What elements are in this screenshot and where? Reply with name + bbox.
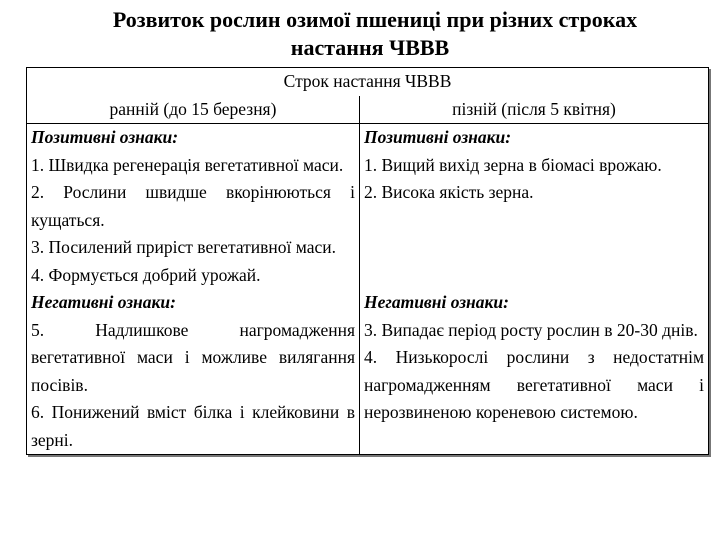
col2-positive-label: Позитивні ознаки:: [364, 127, 512, 147]
list-item: 3. Випадає період росту рослин в 20-30 днів.: [364, 319, 698, 340]
col1-header: ранній (до 15 березня): [27, 96, 360, 124]
negative-row: [27, 289, 709, 455]
table-header: Строк настання ЧВВВ: [27, 68, 709, 96]
list-item: 5. Надлишкове нагромадження вегетативної маси і можливе вилягання посівів.: [31, 319, 355, 395]
col2-header: пізній (після 5 квітня): [360, 96, 709, 124]
table-header-row: [27, 68, 709, 96]
list-item: 1. Вищий вихід зерна в біомасі врожаю.: [364, 154, 662, 175]
list-item: 4. Формується добрий урожай.: [31, 264, 261, 285]
title-line-1: Розвиток рослин озимої пшениці при різних строках: [112, 7, 638, 32]
positive-row: [27, 124, 709, 290]
col1-negative-cell: [27, 289, 360, 455]
list-item: 2. Рослини швидше вкорінюються і кущаться.: [31, 182, 355, 230]
col2-negative-cell: [360, 289, 709, 455]
col2-positive-cell: [360, 124, 709, 290]
page-title: [0, 6, 720, 62]
title-line-2: настання ЧВВВ: [290, 35, 450, 60]
list-item: 4. Низькорослі рослини з недостатнім нагромадженням вегетативної маси і нерозвиненою кореневою системою.: [364, 347, 705, 422]
comparison-table: [26, 67, 709, 455]
col1-negative-label: Негативні ознаки:: [31, 292, 176, 312]
col1-positive-cell: [27, 124, 360, 290]
column-header-row: [27, 96, 709, 124]
col1-positive-label: Позитивні ознаки:: [31, 127, 179, 147]
list-item: 2. Висока якість зерна.: [364, 182, 534, 202]
list-item: 1. Швидка регенерація вегетативної маси.: [31, 154, 344, 175]
col2-negative-label: Негативні ознаки:: [364, 292, 509, 312]
list-item: 3. Посилений приріст вегетативної маси.: [31, 237, 336, 257]
list-item: 6. Понижений вміст білка і клейковини в зерні.: [31, 402, 355, 450]
